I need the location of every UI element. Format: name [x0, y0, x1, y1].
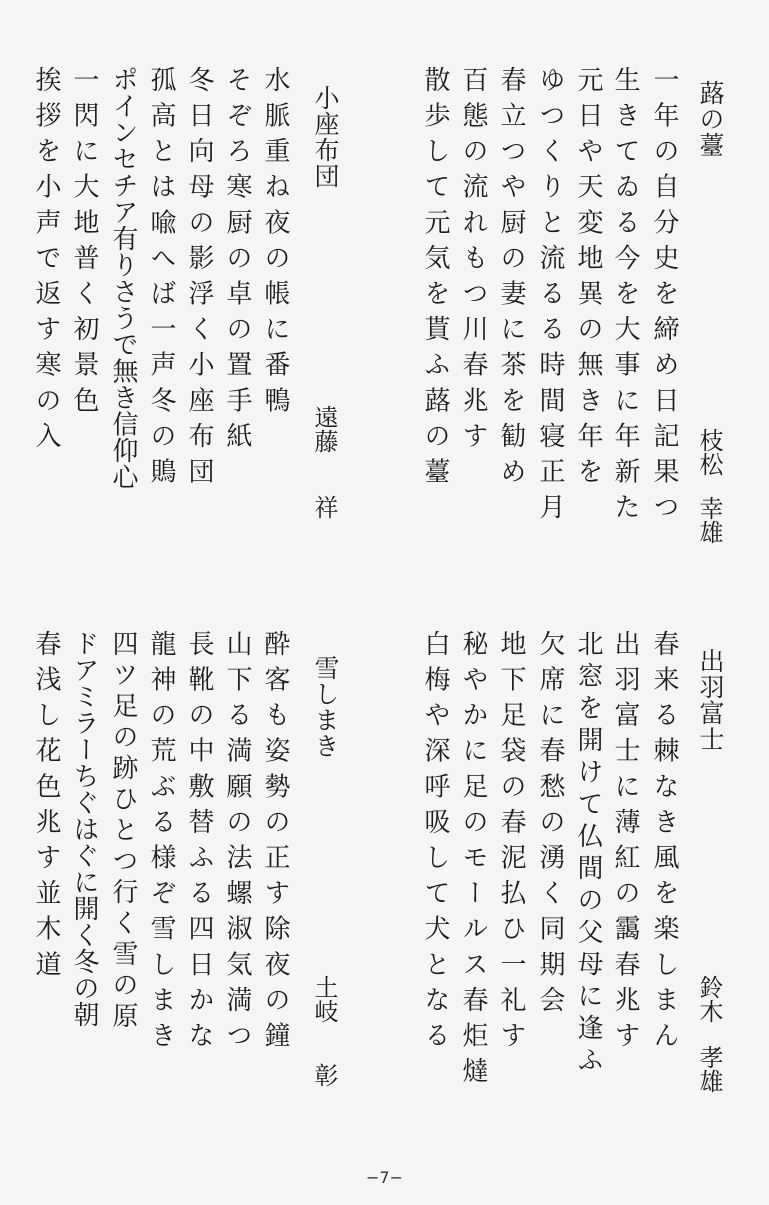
- haiku-line: 冬日向母の影浮く小座布団: [184, 66, 214, 494]
- author-name: [697, 975, 721, 1093]
- section-title: 雪しまき: [311, 655, 340, 759]
- page-number: −7−: [366, 1168, 403, 1187]
- author-given-name: 孝雄: [695, 1045, 723, 1093]
- haiku-line: そぞろ寒厨の卓の置手紙: [222, 66, 252, 458]
- haiku-line: 欠席に春愁の湧く同期会: [535, 630, 565, 1022]
- haiku-line: 山下る満願の法螺淑気満つ: [222, 630, 252, 1058]
- haiku-line: 散歩して元気を貰ふ蕗の薹: [420, 66, 450, 494]
- author-family-name: 遠藤: [310, 405, 338, 453]
- haiku-line: 元日や天変地異の無き年を: [573, 66, 603, 494]
- author-given-name: 幸雄: [695, 496, 723, 544]
- haiku-line: 春浅し花色兆す並木道: [31, 630, 61, 986]
- author-family-name: 鈴木: [695, 975, 723, 1023]
- author-given-name: 祥: [310, 495, 338, 519]
- author-name: [697, 428, 721, 544]
- haiku-line: 白梅や深呼吸して犬となる: [420, 630, 450, 1058]
- haiku-line: 春立つや厨の妻に茶を勧め: [496, 66, 526, 494]
- haiku-line: 長靴の中敷替ふる四日かな: [184, 630, 214, 1058]
- haiku-line: ゆつくりと流るる時間寝正月: [535, 66, 565, 529]
- section-title: 蕗の薹: [696, 80, 725, 158]
- author-name: [312, 405, 336, 519]
- author-family-name: 枝松: [695, 428, 723, 476]
- author-name: [312, 975, 336, 1087]
- haiku-line: 四ツ足の跡ひとつ行く雪の原: [108, 630, 138, 1033]
- haiku-line: 地下足袋の春泥払ひ一礼す: [496, 630, 526, 1058]
- haiku-line: 一年の自分史を締め日記果つ: [649, 66, 679, 529]
- haiku-line: 孤高とは喩へば一声冬の鵙: [146, 66, 176, 494]
- haiku-line: ドアミラーちぐはぐに開く冬の朝: [69, 630, 99, 1028]
- haiku-line: 生きてゐる今を大事に年新た: [610, 66, 640, 529]
- haiku-line: ポインセチア有りさうで無き信仰心: [108, 66, 138, 490]
- haiku-line: 一閃に大地普く初景色: [69, 66, 99, 422]
- section-title: 出羽富士: [696, 648, 725, 752]
- haiku-line: 酔客も姿勢の正す除夜の鐘: [260, 630, 290, 1058]
- haiku-line: 挨拶を小声で返す寒の入: [31, 66, 61, 458]
- haiku-line: 秘やかに足のモールス春炬燵: [458, 630, 488, 1093]
- haiku-line: 出羽富士に薄紅の靄春兆す: [610, 630, 640, 1058]
- haiku-line: 水脈重ね夜の帳に番鴨: [260, 66, 290, 422]
- author-given-name: 彰: [310, 1063, 338, 1087]
- section-title: 小座布団: [311, 85, 340, 189]
- haiku-line: 百態の流れもつ川春兆す: [458, 66, 488, 458]
- author-family-name: 土岐: [310, 975, 338, 1023]
- haiku-line: 春来る棘なき風を楽しまん: [649, 630, 679, 1058]
- haiku-line: 龍神の荒ぶる様ぞ雪しまき: [146, 630, 176, 1058]
- haiku-line: 北窓を開けて仏間の父母に逢ふ: [573, 630, 603, 1078]
